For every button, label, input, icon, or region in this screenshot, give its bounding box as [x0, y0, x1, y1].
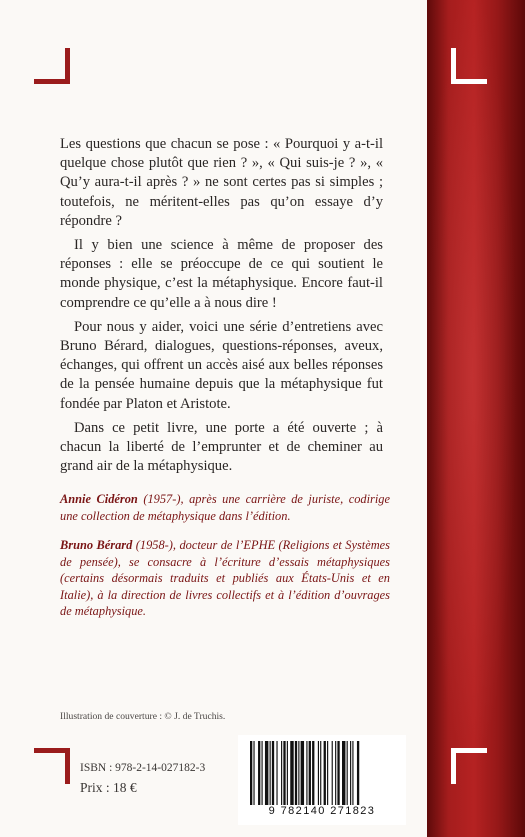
barcode-bar — [318, 741, 319, 805]
author-name: Bruno Bérard — [60, 538, 133, 552]
author-bio-text: (1958-), docteur de l’EPHE (Religions et Systèmes de pensée), se consacre à l’écriture d’essais métaphysiques (certains désormais traduits et publiés aux États-Unis et en Italie), à la direction de livres collectifs et à l’édition d’ouvrages de métaphysique. — [60, 538, 391, 619]
barcode-bar — [306, 741, 307, 805]
author-bio-bruno-berard — [60, 537, 390, 620]
isbn: ISBN : 978-2-14-027182-3 — [80, 762, 206, 774]
barcode-bar — [276, 741, 277, 805]
barcode-bar — [357, 741, 359, 805]
blurb-paragraph-1: Les questions que chacun se pose : « Pourquoi y a-t-il quelque chose plutôt que rien ? », « Qui suis-je ? », « Qu’y aura-t-il après ? » ne sont certes pas si simples ; toutefois, ne méritent-elles pas qu’on essaye d’y répondre ? — [60, 136, 383, 229]
barcode-bar — [342, 741, 345, 805]
price: Prix : 18 € — [80, 780, 137, 795]
barcode-bar — [312, 741, 314, 805]
barcode-bar — [270, 741, 271, 805]
corner-bracket-top-left — [34, 48, 70, 84]
blurb-paragraph-4: Dans ce petit livre, une porte a été ouverte ; à chacun la liberté de l’emprunter et de cheminer au grand air de la métaphysique. — [60, 419, 383, 475]
barcode-bar — [324, 741, 326, 805]
back-cover-blurb — [60, 135, 383, 481]
barcode-bar — [290, 741, 293, 805]
barcode-bar — [250, 741, 252, 805]
corner-bracket-bottom-left — [34, 748, 70, 784]
barcode-number: 9 782140 271823 — [268, 805, 376, 817]
barcode-bar — [309, 741, 311, 805]
barcode-bar — [350, 741, 351, 805]
barcode-bar — [287, 741, 288, 805]
barcode — [238, 735, 406, 825]
barcode-bar — [347, 741, 348, 805]
barcode-bar — [337, 741, 339, 805]
barcode-bar — [272, 741, 274, 805]
barcode-bar — [265, 741, 268, 805]
barcode-bar — [298, 741, 299, 805]
barcode-bar — [253, 741, 254, 805]
barcode-bar — [281, 741, 282, 805]
barcode-bar — [332, 741, 333, 805]
author-bio-annie-cideron — [60, 491, 390, 524]
author-bio-text: (1957-), après une carrière de juriste, codirige une collection de métaphysique dans l’édition. — [60, 492, 390, 523]
barcode-bars — [248, 741, 398, 805]
barcode-bar — [262, 741, 263, 805]
blurb-paragraph-3: Pour nous y aider, voici une série d’entretiens avec Bruno Bérard, dialogues, questions-réponses, aveux, échanges, qui offrent un accès aisé aux belles réponses de la pensée humaine depuis que la métaphysique fut fondée par Platon et Aristote. — [60, 318, 383, 412]
barcode-bar — [295, 741, 297, 805]
barcode-bar — [352, 741, 353, 805]
barcode-bar — [320, 741, 321, 805]
barcode-bar — [301, 741, 304, 805]
corner-bracket-top-right — [451, 48, 487, 84]
cover-illustration-credit: Illustration de couverture : © J. de Truchis. — [60, 711, 226, 722]
blurb-paragraph-2: Il y bien une science à même de proposer des réponses : elle se préoccupe de ce qui soutient le monde physique, c’est la métaphysique. Encore faut-il comprendre ce qu’elle a à nous dire ! — [60, 237, 383, 311]
barcode-bar — [335, 741, 336, 805]
red-spine-panel — [427, 0, 525, 837]
barcode-bar — [327, 741, 328, 805]
barcode-bar — [258, 741, 260, 805]
corner-bracket-bottom-right — [451, 748, 487, 784]
barcode-bar — [283, 741, 285, 805]
author-name: Annie Cidéron — [60, 492, 138, 506]
